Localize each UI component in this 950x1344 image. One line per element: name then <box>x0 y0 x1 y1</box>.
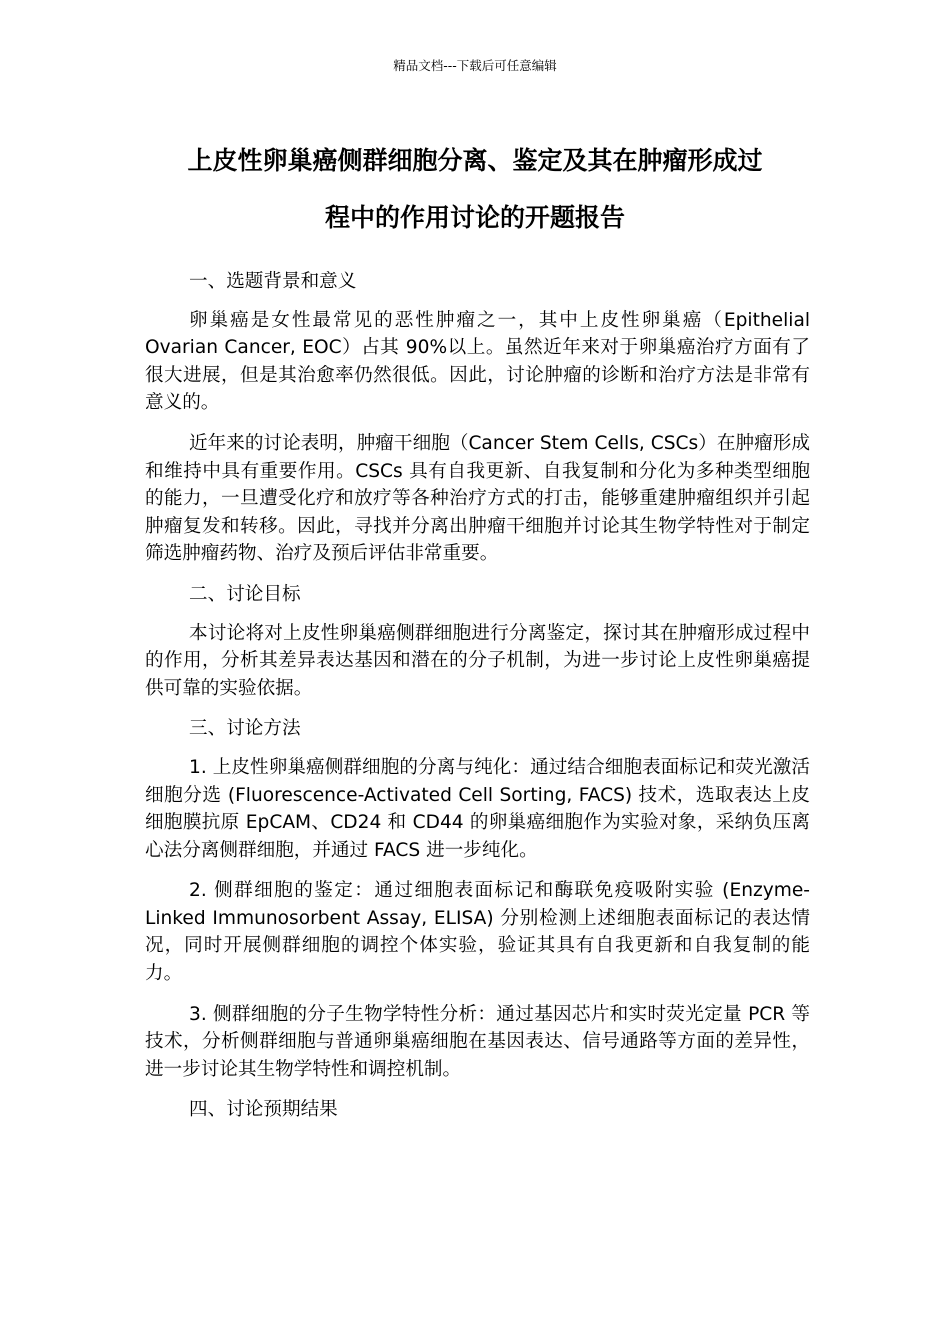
paragraph-background-2: 近年来的讨论表明，肿瘤干细胞（Cancer Stem Cells, CSCs）在肿瘤形成和维持中具有重要作用。CSCs 具有自我更新、自我复制和分化为多种类型细胞的能力，一旦遭受化疗和放疗等各种治疗方式的打击，能够重建肿瘤组织并引起肿瘤复发和转移。因此，寻找并分离出肿瘤干细胞并讨论其生物学特性对于制定筛选肿瘤药物、治疗及预后评估非常重要。 <box>145 432 810 565</box>
document-title-line-1: 上皮性卵巢癌侧群细胞分离、鉴定及其在肿瘤形成过 <box>187 146 763 175</box>
method-item-3: 3. 侧群细胞的分子生物学特性分析：通过基因芯片和实时荧光定量 PCR 等技术，分析侧群细胞与普通卵巢癌细胞在基因表达、信号通路等方面的差异性，进一步讨论其生物学特性和调控机制。 <box>145 1003 810 1080</box>
section-heading-methods: 三、讨论方法 <box>189 718 301 740</box>
document-title-line-2: 程中的作用讨论的开题报告 <box>324 203 625 232</box>
header-note: 精品文档---下载后可任意编辑 <box>393 58 557 73</box>
document-title <box>145 132 805 246</box>
paragraph-background-1: 卵巢癌是女性最常见的恶性肿瘤之一，其中上皮性卵巢癌（Epithelial Ovarian Cancer, EOC）占其 90%以上。虽然近年来对于卵巢癌治疗方面有了很大进展，但是其治愈率仍然很低。因此，讨论肿瘤的诊断和治疗方法是非常有意义的。 <box>145 309 810 414</box>
paragraph-objectives: 本讨论将对上皮性卵巢癌侧群细胞进行分离鉴定，探讨其在肿瘤形成过程中的作用，分析其差异表达基因和潜在的分子机制，为进一步讨论上皮性卵巢癌提供可靠的实验依据。 <box>145 622 810 699</box>
section-heading-objectives: 二、讨论目标 <box>189 583 301 605</box>
section-heading-background: 一、选题背景和意义 <box>189 271 357 292</box>
section-heading-expected-results: 四、讨论预期结果 <box>189 1099 338 1121</box>
document-body <box>145 268 810 1135</box>
method-item-2: 2. 侧群细胞的鉴定：通过细胞表面标记和酶联免疫吸附实验 (Enzyme-Linked Immunosorbent Assay, ELISA) 分别检测上述细胞表面标记的表达情况，同时开展侧群细胞的调控个体实验，验证其具有自我更新和自我复制的能力。 <box>145 880 810 985</box>
method-item-1: 1. 上皮性卵巢癌侧群细胞的分离与纯化：通过结合细胞表面标记和荧光激活细胞分选 (Fluorescence-Activated Cell Sorting, FACS) 技术，选取表达上皮细胞膜抗原 EpCAM、CD24 和 CD44 的卵巢癌细胞作为实验对象，采纳负压离心法分离侧群细胞，并通过 FACS 进一步纯化。 <box>145 756 810 861</box>
